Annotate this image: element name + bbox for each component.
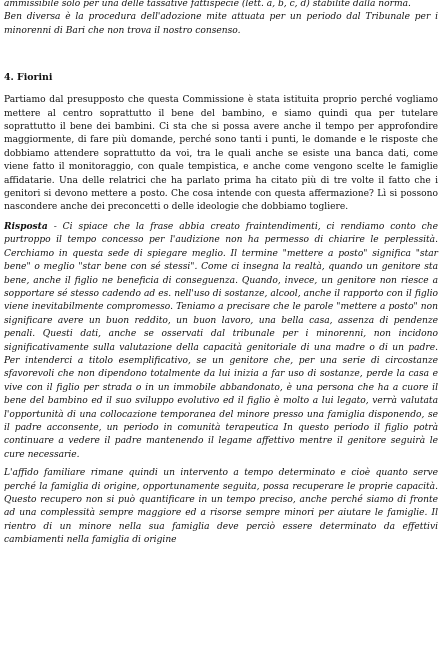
closing-paragraph: L'affido familiare rimane quindi un intervento a tempo determinato e cioè quanto serve perché la famiglia di origine, opportunamente seguita, possa recuperare le proprie capacità. Questo recupero non si può quantificare in un tempo preciso, anche perché siamo di fronte ad una complessità sempre maggiore ed a risorse sempre minori per aiutare le famiglie. Il rientro di un minore nella sua famiglia deve perciò essere determinato da effettivi cambiamenti nella famiglia di origine (4, 468, 438, 546)
answer-paragraph (4, 220, 438, 462)
intro-line-2: Ben diversa è la procedura dell'adozione mite attuata per un periodo dal Tribunale per i minorenni di Bari che non trova il nostro consenso. (4, 12, 438, 36)
document-page (4, 0, 438, 548)
intro-line-1: ammissibile solo per una delle tassative fattispecie (lett. a, b, c, d) stabilite dalla norma. (4, 0, 411, 9)
answer-label: Risposta (4, 220, 48, 232)
section-heading: 4. Fiorini (4, 72, 53, 84)
question-paragraph: Partiamo dal presupposto che questa Commissione è stata istituita proprio perché vogliamo mettere al centro soprattutto il bene del bambino, e siamo quindi qua per tutelare soprattutto il bene dei bambini. Ci sta che si possa avere anche il tempo per approfondire maggiormente, di fare più domande, perché sono tanti i punti, le domande e le risposte che dobbiamo attendere soprattutto da voi, tra le quali anche se esiste una banca dati, come viene fatto il monitoraggio, con quale tempistica, e anche come vengono scelte le famiglie affidatarie. Una delle relatrici che ha parlato prima ha citato più di tre volte il fatto che i genitori si devono mettere a posto. Che cosa intende con questa affermazione? Lì si possono nascondere anche dei preconcetti o delle ideologie che dobbiamo togliere. (4, 95, 438, 213)
answer-text: - Ci spiace che la frase abbia creato fraintendimenti, ci rendiamo conto che purtroppo il tempo concesso per l'audizione non ha permesso di chiarire le perplessità. Cerchiamo in questa sede di spiegare meglio. Il termine "mettere a posto" significa "star bene" o meglio "star bene con sé stessi". Come ci insegna la realtà, quando un genitore sta bene, anche il figlio ne beneficia di conseguenza. Quando, invece, un genitore non riesce a sopportare sé stesso cadendo ad es. nell'uso di sostanze, alcool, anche il rapporto con il figlio viene inevitabilmente compromesso. Teniamo a precisare che le parole "mettere a posto" non significare avere un buon reddito, un buon lavoro, una bella casa, assenza di pendenze penali. Questi dati, anche se osservati dal tribunale per i minorenni, non incidono significativamente sulla valutazione della capacità genitoriale di una madre o di un padre. Per intenderci a titolo esemplificativo, se un genitore che, per una serie di circostanze sfavorevoli che non dipendono totalmente da lui inizia a far uso di sostanze, perde la casa e vive con il figlio per strada o in un immobile abbandonato, è una persona che ha a cuore il bene del bambino ed il suo sviluppo evolutivo ed il figlio è molto a lui legato, verrà valutata l'opportunità di una collocazione temporanea del minore presso una famiglia disponendo, se il padre acconsente, un periodo in comunità terapeutica In questo periodo il figlio potrà continuare a vedere il padre mantenendo il legame affettivo mentre il genitore seguirà le cure necessarie. (4, 221, 438, 460)
